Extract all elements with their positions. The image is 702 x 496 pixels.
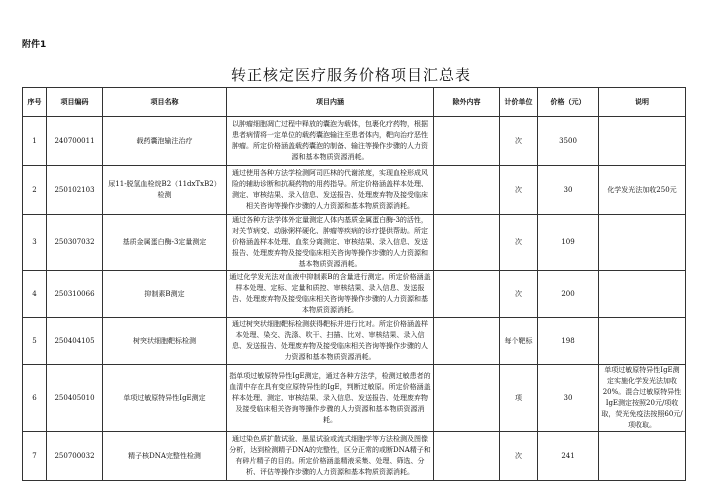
header-note: 说明	[599, 88, 686, 117]
table-row	[23, 117, 686, 166]
document-title: 转正核定医疗服务价格项目汇总表	[230, 66, 471, 84]
cell-price: 30	[538, 166, 599, 215]
header-code: 项目编码	[47, 88, 103, 117]
cell-unit: 次	[500, 432, 538, 481]
cell-code: 240700011	[47, 117, 103, 166]
cell-name: 抑制素B测定	[103, 271, 227, 318]
cell-unit: 次	[500, 271, 538, 318]
cell-excluded	[434, 215, 500, 271]
cell-unit: 次	[500, 215, 538, 271]
cell-excluded	[434, 432, 500, 481]
cell-excluded	[434, 365, 500, 432]
header-unit: 计价单位	[500, 88, 538, 117]
cell-seq: 3	[23, 215, 47, 271]
header-content: 项目内涵	[227, 88, 434, 117]
cell-excluded	[434, 117, 500, 166]
cell-content: 通过使用各种方法学检测阿司匹林的代谢浓度，实现血栓形成风险的辅助诊断和抗凝药物的用药指导。所定价格涵盖样本处理、测定、审核结果、录入信息、发送报告、处理废弃物及接受临床相关咨询等操作步骤的人力资源和基本物质资源消耗。	[227, 166, 434, 215]
cell-name: 基质金属蛋白酶-3定量测定	[103, 215, 227, 271]
cell-note	[599, 117, 686, 166]
cell-content: 通过各种方法学体外定量测定人体内基质金属蛋白酶-3的活性，对关节病变、动脉粥样硬化、肿瘤等疾病的诊疗提供帮助。所定价格涵盖样本处理、血浆分离测定、审核结果、录入信息、发送报告、处理废弃物及接受临床相关咨询等操作步骤的人力资源和基本物质资源消耗。	[227, 215, 434, 271]
header-name: 项目名称	[103, 88, 227, 117]
table-row	[23, 365, 686, 432]
cell-code: 250405010	[47, 365, 103, 432]
table-header-row	[23, 88, 686, 117]
cell-unit: 次	[500, 166, 538, 215]
attachment-label: 附件1	[22, 40, 47, 50]
cell-seq: 6	[23, 365, 47, 432]
cell-excluded	[434, 271, 500, 318]
cell-seq: 5	[23, 318, 47, 365]
cell-seq: 2	[23, 166, 47, 215]
table-row	[23, 166, 686, 215]
cell-seq: 4	[23, 271, 47, 318]
cell-price: 200	[538, 271, 599, 318]
cell-price: 3500	[538, 117, 599, 166]
price-table	[22, 87, 686, 481]
cell-unit: 每个靶标	[500, 318, 538, 365]
cell-note	[599, 215, 686, 271]
cell-note	[599, 271, 686, 318]
cell-name: 载药囊泡输注治疗	[103, 117, 227, 166]
table-row	[23, 215, 686, 271]
header-seq: 序号	[23, 88, 47, 117]
cell-excluded	[434, 166, 500, 215]
cell-seq: 7	[23, 432, 47, 481]
cell-name: 尿11-脱氢血栓烷B2（11dxTxB2）检测	[103, 166, 227, 215]
cell-price: 30	[538, 365, 599, 432]
cell-name: 树突状细胞靶标检测	[103, 318, 227, 365]
table-row	[23, 318, 686, 365]
table-row	[23, 271, 686, 318]
cell-seq: 1	[23, 117, 47, 166]
cell-content: 指单项过敏原特异性IgE测定，通过各种方法学，检测过敏患者的血清中存在具有变应原特异性的IgE，判断过敏原。所定价格涵盖样本处理、测定、审核结果、录入信息、发送报告、处理废弃物及接受临床相关咨询等操作步骤的人力资源和基本物质资源消耗。	[227, 365, 434, 432]
cell-content: 以肿瘤细胞凋亡过程中释放的囊泡为载体，包裹化疗药物，根据患者病情将一定单位的载药囊泡输注至患者体内，靶向治疗恶性肿瘤。所定价格涵盖载药囊泡的制备、输注等操作步骤的人力资源和基本物质资源消耗。	[227, 117, 434, 166]
cell-note	[599, 318, 686, 365]
cell-content: 通过树突状细胞靶标检测获得靶标并进行比对。所定价格涵盖样本处理、染交、洗涤、吹干、扫描、比对、审核结果、录入信息、发送报告、处理废弃物及接受临床相关咨询等操作步骤的人力资源和基本物质资源消耗。	[227, 318, 434, 365]
cell-code: 250310066	[47, 271, 103, 318]
cell-name: 单项过敏原特异性IgE测定	[103, 365, 227, 432]
table-row	[23, 432, 686, 481]
cell-note: 单项过敏原特异性IgE测定实施化学发光法加收20%。混合过敏原特异性IgE测定按照20元/项收取，荧光免疫法按照60元/项收取。	[599, 365, 686, 432]
cell-unit: 次	[500, 117, 538, 166]
cell-price: 109	[538, 215, 599, 271]
cell-note: 化学发光法加收250元	[599, 166, 686, 215]
cell-code: 250404105	[47, 318, 103, 365]
cell-code: 250307032	[47, 215, 103, 271]
cell-price: 241	[538, 432, 599, 481]
cell-content: 通过染色质扩散试验、墨星试验或流式细胞学等方法检测及图像分析，达到检测精子DNA的完整性，区分正常的或断DNA精子和有碎片精子的目的。所定价格涵盖精液采集、处理、筛选、分析、评估等操作步骤的人力资源和基本物质资源消耗。	[227, 432, 434, 481]
header-excluded: 除外内容	[434, 88, 500, 117]
cell-content: 通过化学发光法对血液中抑制素B的含量进行测定。所定价格涵盖样本处理、定标、定量和质控、审核结果、录入信息、发送报告、处理废弃物及接受临床相关咨询等操作步骤的人力资源和基本物质资源消耗。	[227, 271, 434, 318]
cell-excluded	[434, 318, 500, 365]
cell-code: 250102103	[47, 166, 103, 215]
cell-unit: 项	[500, 365, 538, 432]
cell-note	[599, 432, 686, 481]
header-price: 价格（元）	[538, 88, 599, 117]
cell-code: 250700032	[47, 432, 103, 481]
cell-name: 精子核DNA完整性检测	[103, 432, 227, 481]
cell-price: 198	[538, 318, 599, 365]
